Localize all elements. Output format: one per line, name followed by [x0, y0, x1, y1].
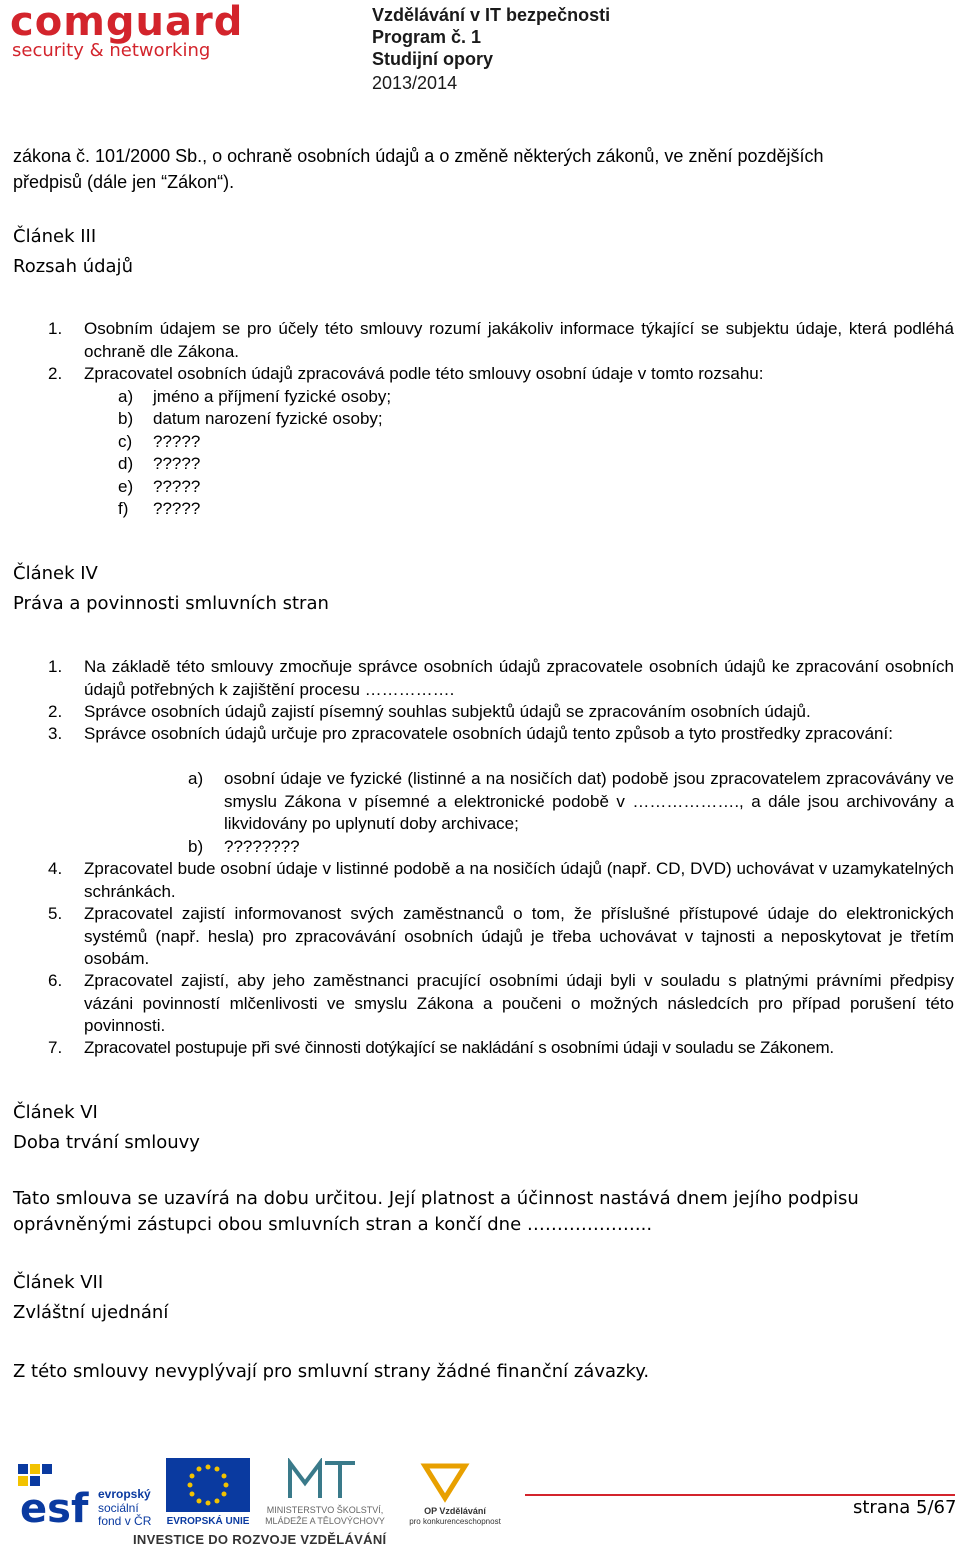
- article-4-heading: Článek IV: [13, 563, 98, 584]
- list-item-number: 1.: [48, 319, 63, 338]
- intro-line-1: zákona č. 101/2000 Sb., o ochraně osobních údajů a o změně některých zákonů, ve znění pozdějších: [13, 146, 824, 166]
- eu-flag-logo: [166, 1458, 250, 1526]
- article-6-title: Doba trvání smlouvy: [13, 1132, 200, 1153]
- sub-item-letter: a): [118, 387, 134, 406]
- list-item-text: Osobním údajem se pro účely této smlouvy rozumí jakákoliv informace týkající se subjektu údaje, která podléhá ochraně dle Zákona.: [84, 319, 954, 361]
- header-course: Vzdělávání v IT bezpečnosti: [372, 5, 611, 25]
- sub-item-letter: c): [118, 432, 133, 451]
- article-6-text: Tato smlouva se uzavírá na dobu určitou. Její platnost a účinnost nastává dnem jejího podpisu oprávněnými zástupci obou smluvních stran a končí dne ………………...: [13, 1188, 859, 1235]
- sub-item-letter: e): [118, 477, 134, 496]
- article-7-text: Z této smlouvy nevyplývají pro smluvní strany žádné finanční závazky.: [13, 1361, 650, 1382]
- op-vk-logo-graphic: [405, 1458, 510, 1528]
- header-program: Program č. 1: [372, 27, 482, 47]
- sub-item-text: osobní údaje ve fyzické (listinné a na nosičích dat) podobě jsou zpracovatelem zpracovávány ve smyslu Zákona v písemné a elektronické podobě v ………………., a dále jsou archivovány a likvidovány po uplynutí doby archivace;: [224, 769, 954, 833]
- comguard-logo: [10, 2, 280, 64]
- list-item-text: Zpracovatel zajistí informovanost svých zaměstnanců o tom, že příslušné přístupové údaje do elektronických systémů (např. hesla) pro zpracovávání osobních údajů je třeba uchovávat v tajnosti a neposkytovat je třetím osobám.: [84, 904, 954, 968]
- list-item-text: Správce osobních údajů zajistí písemný souhlas subjektů údajů se zpracováním osobních údajů.: [84, 702, 811, 721]
- list-item-number: 6.: [48, 971, 63, 990]
- list-item-number: 2.: [48, 364, 63, 383]
- list-item-number: 4.: [48, 859, 63, 878]
- list-item-number: 5.: [48, 904, 63, 923]
- header-doc-type: Studijní opory: [372, 49, 493, 69]
- sub-item-text: jméno a příjmení fyzické osoby;: [153, 387, 392, 406]
- logo-tagline: security & networking: [12, 40, 211, 61]
- footer-divider: [525, 1494, 955, 1496]
- sub-item-text: datum narození fyzické osoby;: [153, 409, 383, 428]
- esf-text-3: fond v ČR: [98, 1514, 152, 1528]
- list-item-text: Na základě této smlouvy zmocňuje správce osobních údajů zpracovatele osobních údajů ke zpracování osobních údajů potřebných k zajištění procesu …………….: [84, 657, 954, 699]
- header-year: 2013/2014: [372, 73, 458, 93]
- sub-item-letter: d): [118, 454, 134, 473]
- esf-logo-graphic: [16, 1460, 166, 1530]
- intro-paragraph: [13, 143, 953, 195]
- msmt-logo-graphic: [255, 1458, 395, 1528]
- footer-caption: INVESTICE DO ROZVOJE VZDĚLÁVÁNÍ: [133, 1532, 387, 1547]
- list-item-text: Zpracovatel osobních údajů zpracovává podle této smlouvy osobní údaje v tomto rozsahu:: [84, 364, 764, 383]
- sub-item-text: ?????: [153, 477, 201, 496]
- sub-item-letter: b): [118, 409, 134, 428]
- esf-text-2: sociální: [98, 1501, 139, 1515]
- article-7-title: Zvláštní ujednání: [13, 1302, 169, 1323]
- op-text-1: OP Vzdělávání: [424, 1506, 486, 1516]
- article-6-heading: Článek VI: [13, 1102, 98, 1123]
- list-item-number: 3.: [48, 724, 63, 743]
- intro-line-2: předpisů (dále jen “Zákon“).: [13, 172, 235, 192]
- document-header: [372, 4, 610, 96]
- op-text-2: pro konkurenceschopnost: [409, 1517, 501, 1526]
- msmt-logo: [255, 1458, 395, 1528]
- article-3-heading: Článek III: [13, 226, 97, 247]
- esf-big-text: esf: [20, 1486, 89, 1530]
- eu-flag-graphic: [166, 1458, 250, 1526]
- eu-text: EVROPSKÁ UNIE: [166, 1516, 250, 1526]
- sub-item-text: ?????: [153, 454, 201, 473]
- list-item-number: 7.: [48, 1038, 63, 1057]
- article-4-title: Práva a povinnosti smluvních stran: [13, 593, 329, 614]
- logo-wordmark: comguard: [10, 0, 244, 45]
- article-7-heading: Článek VII: [13, 1272, 104, 1293]
- esf-logo: [16, 1460, 166, 1530]
- sub-item-text: ?????: [153, 499, 201, 518]
- esf-text-1: evropský: [98, 1487, 151, 1501]
- list-item-number: 1.: [48, 657, 63, 676]
- sub-item-text: ????????: [224, 837, 300, 856]
- page-number: strana 5/67: [853, 1497, 957, 1518]
- msmt-text-1: MINISTERSTVO ŠKOLSTVÍ,: [266, 1505, 384, 1515]
- list-item-number: 2.: [48, 702, 63, 721]
- list-item-text: Zpracovatel bude osobní údaje v listinné podobě a na nosičích údajů (např. CD, DVD) uchovávat v uzamykatelných schránkách.: [84, 859, 954, 901]
- sub-item-letter: b): [188, 837, 204, 856]
- list-item-text: Zpracovatel zajistí, aby jeho zaměstnanci pracující osobními údaji byli v souladu s platnými právními předpisy vázáni povinností mlčenlivosti ve smyslu Zákona a poučeni o možných následcích pro případ porušení této povinnosti.: [84, 971, 954, 1035]
- article-3-title: Rozsah údajů: [13, 256, 133, 277]
- sub-item-letter: f): [118, 499, 129, 518]
- op-vk-logo: [405, 1458, 510, 1528]
- sub-item-text: ?????: [153, 432, 201, 451]
- sub-item-letter: a): [188, 769, 204, 788]
- list-item-text: Správce osobních údajů určuje pro zpracovatele osobních údajů tento způsob a tyto prostředky zpracování:: [84, 724, 893, 743]
- list-item-text: Zpracovatel postupuje při své činnosti dotýkající se nakládání s osobními údaji v souladu se Zákonem.: [84, 1038, 834, 1057]
- msmt-text-2: MLÁDEŽE A TĚLOVÝCHOVY: [265, 1516, 385, 1526]
